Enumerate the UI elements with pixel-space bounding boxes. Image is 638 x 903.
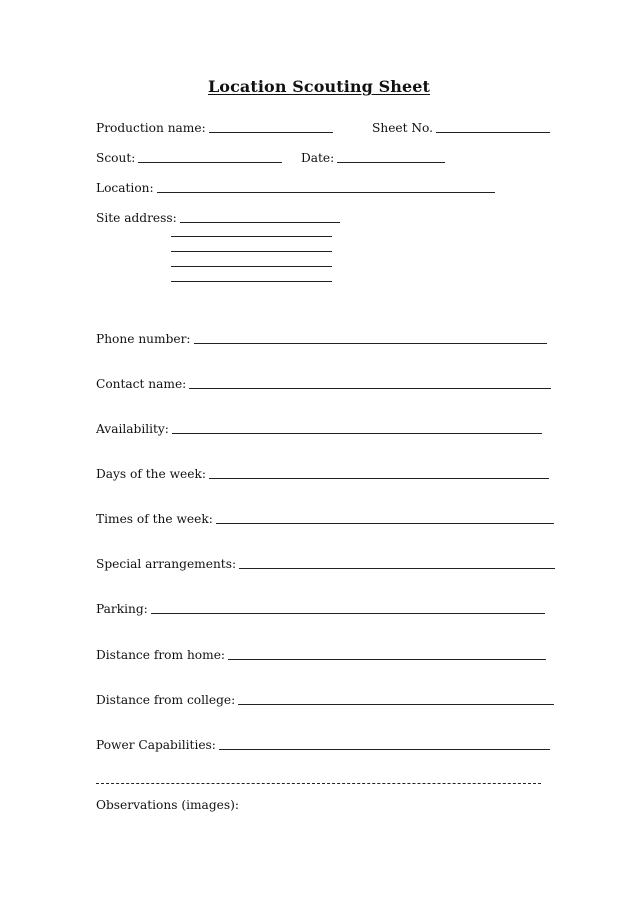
contact-name-label: Contact name: xyxy=(96,377,187,391)
date-row xyxy=(301,147,445,165)
site-address-line-4[interactable] xyxy=(171,266,332,267)
availability-row xyxy=(96,418,542,436)
special-arrangements-label: Special arrangements: xyxy=(96,557,237,571)
times-of-week-field[interactable] xyxy=(216,523,554,524)
production-name-label: Production name: xyxy=(96,121,206,135)
location-field[interactable] xyxy=(157,192,495,193)
availability-label: Availability: xyxy=(96,422,169,436)
site-address-line-3[interactable] xyxy=(171,251,332,252)
sheet-no-label: Sheet No. xyxy=(372,121,434,135)
power-capabilities-field[interactable] xyxy=(219,749,550,750)
scout-row xyxy=(96,147,282,165)
scout-field[interactable] xyxy=(138,162,282,163)
sheet-no-field[interactable] xyxy=(436,132,550,133)
site-address-line-1[interactable] xyxy=(180,222,340,223)
times-of-week-row xyxy=(96,508,554,526)
times-of-week-label: Times of the week: xyxy=(96,512,213,526)
date-label: Date: xyxy=(301,151,335,165)
distance-from-college-row xyxy=(96,689,554,707)
special-arrangements-row xyxy=(96,553,555,571)
special-arrangements-field[interactable] xyxy=(239,568,555,569)
phone-number-field[interactable] xyxy=(194,343,547,344)
days-of-week-label: Days of the week: xyxy=(96,467,206,481)
distance-from-college-field[interactable] xyxy=(238,704,554,705)
observations-label: Observations (images): xyxy=(96,798,239,812)
location-label: Location: xyxy=(96,181,154,195)
page-title: Location Scouting Sheet xyxy=(207,77,431,96)
contact-name-row xyxy=(96,373,551,391)
site-address-row xyxy=(96,207,340,225)
power-capabilities-label: Power Capabilities: xyxy=(96,738,216,752)
site-address-label: Site address: xyxy=(96,211,177,225)
parking-label: Parking: xyxy=(96,602,148,616)
scout-label: Scout: xyxy=(96,151,136,165)
production-name-field[interactable] xyxy=(209,132,333,133)
phone-number-label: Phone number: xyxy=(96,332,191,346)
contact-name-field[interactable] xyxy=(189,388,551,389)
distance-from-college-label: Distance from college: xyxy=(96,693,236,707)
production-name-row xyxy=(96,117,333,135)
phone-number-row xyxy=(96,328,547,346)
parking-field[interactable] xyxy=(151,613,545,614)
power-capabilities-row xyxy=(96,734,550,752)
distance-from-home-field[interactable] xyxy=(228,659,546,660)
availability-field[interactable] xyxy=(172,433,542,434)
dashed-divider xyxy=(96,783,541,784)
days-of-week-field[interactable] xyxy=(209,478,549,479)
site-address-line-2[interactable] xyxy=(171,236,332,237)
distance-from-home-label: Distance from home: xyxy=(96,648,226,662)
sheet-no-row xyxy=(372,117,550,135)
days-of-week-row xyxy=(96,463,549,481)
parking-row xyxy=(96,598,545,616)
observations-row xyxy=(96,794,239,812)
date-field[interactable] xyxy=(337,162,445,163)
site-address-line-5[interactable] xyxy=(171,281,332,282)
location-row xyxy=(96,177,495,195)
distance-from-home-row xyxy=(96,644,546,662)
